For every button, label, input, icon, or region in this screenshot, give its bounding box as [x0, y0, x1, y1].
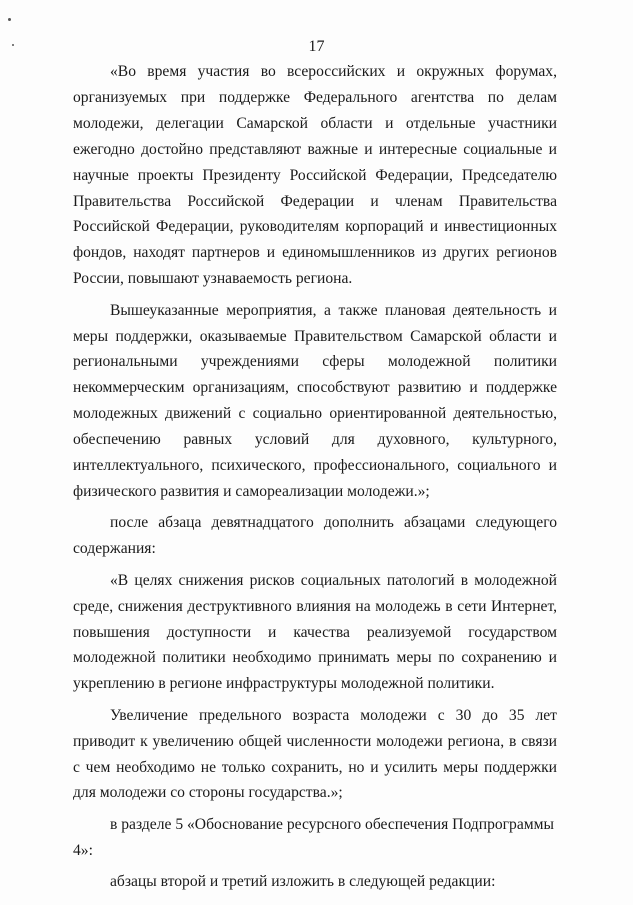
document-body: [73, 59, 557, 901]
paragraph-final-instruction: абзацы второй и третий изложить в следующей редакции:: [110, 873, 496, 891]
paragraph-section-5: в разделе 5 «Обоснование ресурсного обеспечения Подпрограммы 4»:: [73, 815, 554, 859]
paragraph-risk-reduction: «В целях снижения рисков социальных патологий в молодежной среде, снижения деструктивного влияния на молодежь в сети Интернет, повышения доступности и качества реализуемой государством молодежной политики необходимо принимать меры по сохранению и укреплению в регионе инфраструктуры молодежной политики.: [73, 571, 557, 693]
page-number: 17: [308, 38, 325, 55]
scan-speck: [8, 18, 11, 21]
paragraph-amendment-instruction: после абзаца девятнадцатого дополнить абзацами следующего содержания:: [73, 514, 557, 558]
paragraph-forums: «Во время участия во всероссийских и окружных форумах, организуемых при поддержке Федерального агентства по делам молодежи, делегации Самарской области и отдельные участники ежегодно достойно представляют важные и интересные социальные и научные проекты Президенту Российской Федерации, Председателю Правительства Российской Федерации и членам Правительства Российской Федерации, руководителям корпораций и инвестиционных фондов, находят партнеров и единомышленников из других регионов России, повышают узнаваемость региона.: [73, 63, 557, 288]
paragraph-support-measures: Вышеуказанные мероприятия, а также плановая деятельность и меры поддержки, оказываемые Правительством Самарской области и региональными учреждениями сферы молодежной политики некоммерческим организациям, способствуют развитию и поддержке молодежных движений с социально ориентированной деятельностью, обеспечению равных условий для духовного, культурного, интеллектуального, психического, профессионального, социального и физического развития и самореализации молодежи.»;: [73, 301, 557, 500]
paragraph-age-limit: Увеличение предельного возраста молодежи с 30 до 35 лет приводит к увеличению общей численности молодежи региона, в связи с чем необходимо не только сохранить, но и усилить меры поддержки для молодежи со стороны государства.»;: [73, 706, 557, 802]
